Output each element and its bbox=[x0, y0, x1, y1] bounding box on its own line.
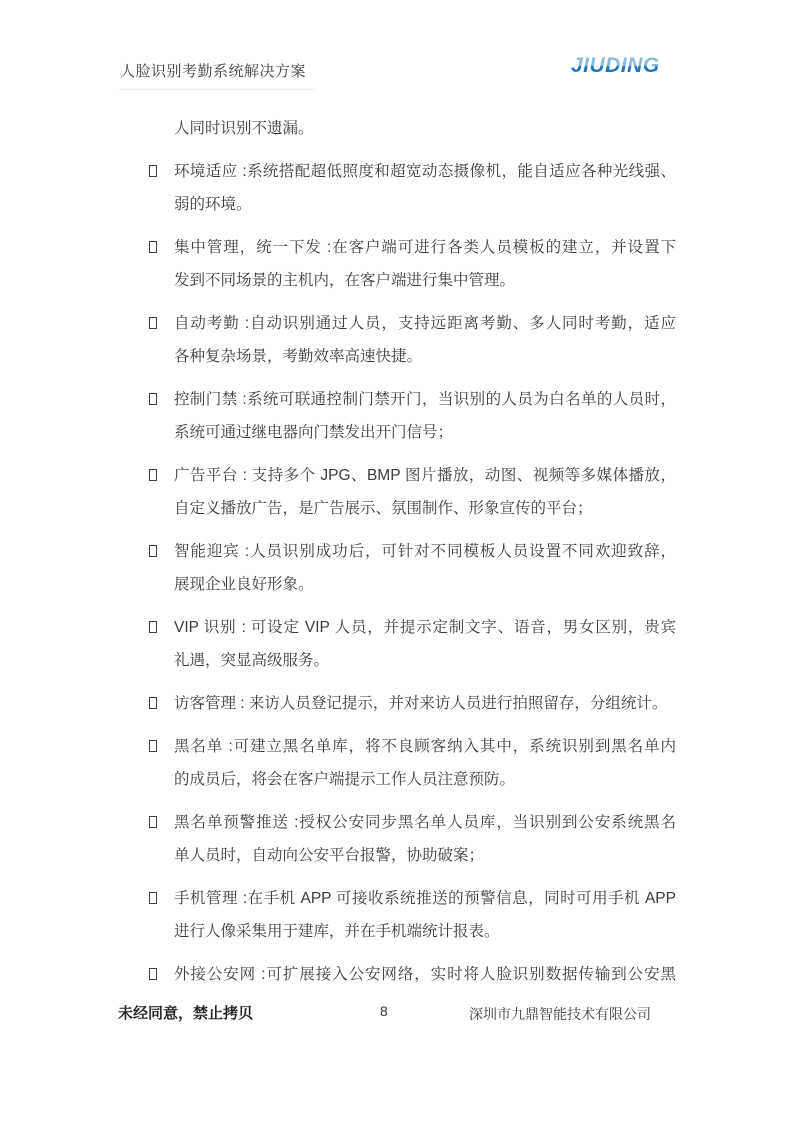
item-line: 单人员时，自动向公安平台报警，协助破案； bbox=[174, 847, 485, 864]
item-line: 进行人像采集用于建库，并在手机端统计报表。 bbox=[174, 923, 500, 940]
item-line: 广告平台 : 支持多个 JPG、BMP 图片播放，动图、视频等多媒体播放， bbox=[174, 467, 676, 484]
item-line: 自动考勤 :自动识别通过人员，支持远距离考勤、多人同时考勤，适应 bbox=[174, 315, 676, 332]
list-item bbox=[149, 806, 677, 872]
item-line: 系统可通过继电器向门禁发出开门信号； bbox=[174, 424, 454, 441]
item-line: 集中管理，统一下发 :在客户端可进行各类人员模板的建立，并设置下 bbox=[174, 239, 676, 256]
list-item bbox=[149, 383, 677, 449]
square-bullet-icon bbox=[149, 621, 157, 633]
document-body bbox=[149, 112, 677, 1001]
square-bullet-icon bbox=[149, 816, 157, 828]
list-item bbox=[149, 535, 677, 601]
item-lines bbox=[174, 687, 676, 720]
list-item bbox=[149, 307, 677, 373]
list-item bbox=[149, 155, 677, 221]
item-lines bbox=[174, 958, 676, 991]
list-item bbox=[149, 687, 677, 720]
intro-continuation-line: 人同时识别不遗漏。 bbox=[174, 120, 314, 137]
item-line: 外接公安网 :可扩展接入公安网络，实时将人脸识别数据传输到公安黑 bbox=[174, 966, 676, 983]
square-bullet-icon bbox=[149, 317, 157, 329]
item-lines bbox=[174, 611, 676, 677]
square-bullet-icon bbox=[149, 469, 157, 481]
item-lines bbox=[174, 730, 676, 796]
list-item bbox=[149, 459, 677, 525]
item-line: 各种复杂场景，考勤效率高速快捷。 bbox=[174, 348, 423, 365]
item-line: 手机管理 :在手机 APP 可接收系统推送的预警信息，同时可用手机 APP bbox=[174, 890, 676, 907]
square-bullet-icon bbox=[149, 740, 157, 752]
list-item bbox=[149, 882, 677, 948]
item-lines bbox=[174, 882, 676, 948]
item-line: 发到不同场景的主机内，在客户端进行集中管理。 bbox=[174, 272, 516, 289]
item-lines bbox=[174, 459, 676, 525]
square-bullet-icon bbox=[149, 545, 157, 557]
square-bullet-icon bbox=[149, 697, 157, 709]
square-bullet-icon bbox=[149, 892, 157, 904]
jiuding-logo: JIUDING bbox=[571, 54, 660, 77]
item-lines bbox=[174, 231, 676, 297]
item-line: 展现企业良好形象。 bbox=[174, 576, 314, 593]
item-line: VIP 识别 : 可设定 VIP 人员，并提示定制文字、语音，男女区别，贵宾 bbox=[174, 619, 676, 636]
footer-page-number: 8 bbox=[380, 1003, 388, 1019]
item-lines bbox=[174, 535, 676, 601]
list-item bbox=[149, 730, 677, 796]
square-bullet-icon bbox=[149, 241, 157, 253]
footer-copy-notice: 未经同意，禁止拷贝 bbox=[118, 1005, 254, 1022]
bullet-list bbox=[149, 155, 677, 991]
item-line: 的成员后，将会在客户端提示工作人员注意预防。 bbox=[174, 771, 516, 788]
item-line: 弱的环境。 bbox=[174, 196, 252, 213]
square-bullet-icon bbox=[149, 968, 157, 980]
item-line: 黑名单预警推送 :授权公安同步黑名单人员库，当识别到公安系统黑名 bbox=[174, 814, 676, 831]
item-lines bbox=[174, 806, 676, 872]
list-item bbox=[149, 231, 677, 297]
square-bullet-icon bbox=[149, 165, 157, 177]
item-line: 礼遇，突显高级服务。 bbox=[174, 652, 330, 669]
item-line: 智能迎宾 :人员识别成功后，可针对不同模板人员设置不同欢迎致辞， bbox=[174, 543, 676, 560]
item-line: 控制门禁 :系统可联通控制门禁开门，当识别的人员为白名单的人员时， bbox=[174, 391, 676, 408]
header-title: 人脸识别考勤系统解决方案 bbox=[120, 63, 307, 80]
item-line: 黑名单 :可建立黑名单库，将不良顾客纳入其中，系统识别到黑名单内 bbox=[174, 738, 676, 755]
list-item bbox=[149, 611, 677, 677]
item-line: 访客管理 : 来访人员登记提示，并对来访人员进行拍照留存，分组统计。 bbox=[174, 695, 668, 712]
footer-company-name: 深圳市九鼎智能技术有限公司 bbox=[469, 1006, 651, 1022]
square-bullet-icon bbox=[149, 393, 157, 405]
header-divider bbox=[119, 89, 315, 90]
item-lines bbox=[174, 155, 676, 221]
item-lines bbox=[174, 307, 676, 373]
item-line: 环境适应 :系统搭配超低照度和超宽动态摄像机，能自适应各种光线强、 bbox=[174, 163, 676, 180]
item-line: 自定义播放广告，是广告展示、氛围制作、形象宣传的平台； bbox=[174, 500, 593, 517]
item-lines bbox=[174, 383, 676, 449]
list-item bbox=[149, 958, 677, 991]
